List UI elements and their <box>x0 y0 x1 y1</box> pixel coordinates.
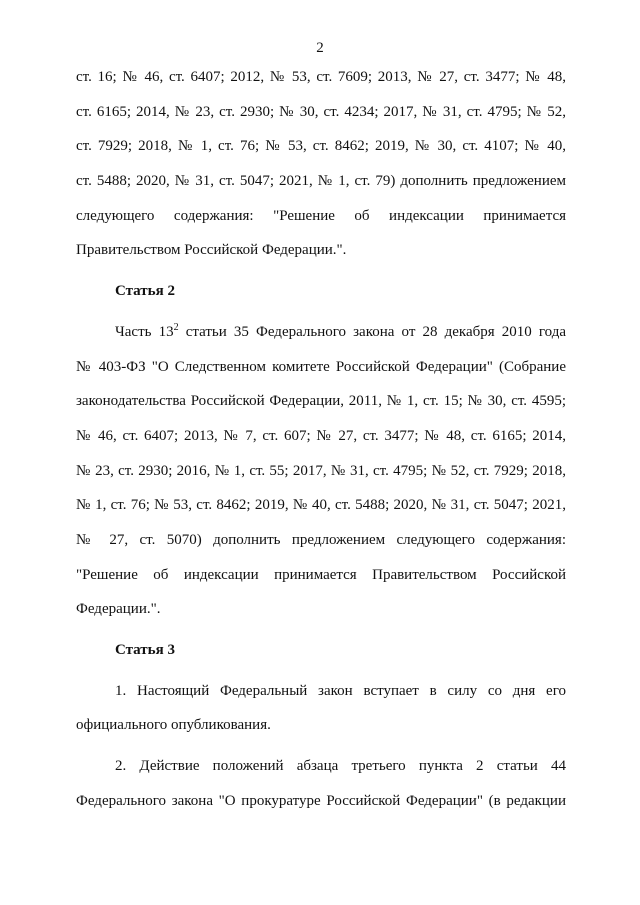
text-line: законодательства Российской Федерации, 2011, № 1, ст. 15; № 30, ст. 4595; <box>76 393 566 410</box>
article-2-heading: Статья 2 <box>115 283 175 300</box>
text-line: ст. 7929; 2018, № 1, ст. 76; № 53, ст. 8462; 2019, № 30, ст. 4107; № 40, <box>76 138 566 155</box>
text-line: следующего содержания: "Решение об индексации принимается <box>76 207 566 224</box>
text-line: № 23, ст. 2930; 2016, № 1, ст. 55; 2017, № 31, ст. 4795; № 52, ст. 7929; 2018, <box>76 462 566 479</box>
superscript: 2 <box>173 321 179 333</box>
document-body <box>76 60 566 818</box>
text-line: № 1, ст. 76; № 53, ст. 8462; 2019, № 40, ст. 5488; 2020, № 31, ст. 5047; 2021, <box>76 497 566 514</box>
text-line: № 403-ФЗ "О Следственном комитете Российской Федерации" (Собрание <box>76 358 566 375</box>
page-number: 2 <box>316 40 324 56</box>
article-2-paragraph <box>76 315 566 627</box>
text-line: официального опубликования. <box>76 717 271 734</box>
text-line: ст. 5488; 2020, № 31, ст. 5047; 2021, № 1, ст. 79) дополнить предложением <box>76 173 566 190</box>
article-3-item-1 <box>76 674 566 743</box>
text-line <box>76 315 566 350</box>
text-line: Федерации.". <box>76 601 161 618</box>
text-line: 2. Действие положений абзаца третьего пункта 2 статьи 44 <box>115 758 566 775</box>
text-fragment: статьи 35 Федерального закона от 28 декабря 2010 года <box>178 323 566 340</box>
text-line: 1. Настоящий Федеральный закон вступает в силу со дня его <box>115 682 566 699</box>
text-line: № 46, ст. 6407; 2013, № 7, ст. 607; № 27, ст. 3477; № 48, ст. 6165; 2014, <box>76 427 566 444</box>
text-line: ст. 6165; 2014, № 23, ст. 2930; № 30, ст. 4234; 2017, № 31, ст. 4795; № 52, <box>76 103 566 120</box>
text-line: № 27, ст. 5070) дополнить предложением следующего содержания: <box>76 531 566 548</box>
text-fragment: Часть 13 <box>115 323 174 340</box>
article-3-item-2 <box>76 749 566 818</box>
text-line: Правительством Российской Федерации.". <box>76 242 347 259</box>
text-line: ст. 16; № 46, ст. 6407; 2012, № 53, ст. 7609; 2013, № 27, ст. 3477; № 48, <box>76 69 566 85</box>
text-line: Федерального закона "О прокуратуре Российской Федерации" (в редакции <box>76 792 566 809</box>
paragraph-continuation <box>76 60 566 268</box>
article-3-heading: Статья 3 <box>115 642 175 658</box>
text-line: "Решение об индексации принимается Правительством Российской <box>76 566 566 583</box>
